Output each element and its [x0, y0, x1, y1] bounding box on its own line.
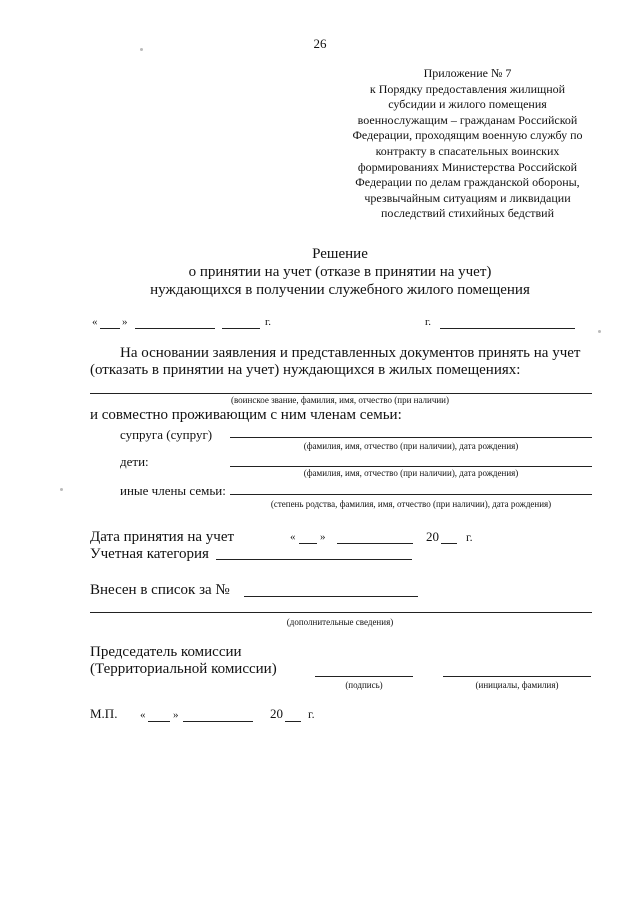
- appendix-line: Приложение № 7: [423, 66, 512, 80]
- appendix-line: субсидии и жилого помещения: [388, 97, 547, 112]
- appendix-line: Федерации по делам гражданской обороны,: [355, 175, 580, 190]
- family-intro: и совместно проживающим с ним членам семьи:: [90, 407, 402, 423]
- serviceman-caption: (воинское звание, фамилия, имя, отчество (при наличии): [231, 395, 449, 405]
- city-prefix: г.: [425, 316, 432, 328]
- initials-field[interactable]: [443, 676, 591, 677]
- stamp-label: М.П.: [90, 706, 118, 721]
- appendix-line: военнослужащим – гражданам Российской: [357, 112, 578, 127]
- appendix-line: последствий стихийных бедствий: [380, 206, 554, 221]
- document-title: [0, 245, 640, 299]
- other-members-caption: (степень родства, фамилия, имя, отчество (при наличии), дата рождения): [270, 499, 552, 509]
- acceptance-open-quote: «: [290, 531, 296, 543]
- acceptance-year-field[interactable]: [441, 543, 457, 544]
- spouse-caption: (фамилия, имя, отчество (при наличии), дата рождения): [303, 441, 519, 451]
- date-year-field[interactable]: [222, 328, 260, 329]
- signature-caption: (подпись): [345, 680, 383, 690]
- date-year-suffix: г.: [265, 316, 272, 328]
- stamp-year-prefix: 20: [270, 706, 283, 721]
- spouse-field[interactable]: [230, 437, 592, 438]
- acceptance-month-field[interactable]: [337, 543, 413, 544]
- category-label: Учетная категория: [90, 546, 209, 562]
- appendix-line: формированиях Министерства Российской: [357, 159, 578, 174]
- chair-line-1: Председатель комиссии: [90, 644, 242, 660]
- acceptance-year-suffix: г.: [466, 530, 473, 544]
- city-field[interactable]: [440, 328, 575, 329]
- acceptance-year-prefix: 20: [426, 529, 439, 544]
- appendix-line: к Порядку предоставления жилищной: [369, 81, 566, 96]
- list-number-label: Внесен в список за №: [90, 582, 230, 598]
- title-line: о принятии на учет (отказе в принятии на учет): [188, 264, 492, 280]
- category-field[interactable]: [216, 559, 412, 560]
- stamp-open-quote: «: [140, 709, 146, 721]
- appendix-line: Федерации, проходящим военную службу по: [352, 128, 583, 143]
- list-number-field[interactable]: [244, 596, 418, 597]
- spouse-label: супруга (супруг): [120, 427, 213, 442]
- additional-info-caption: (дополнительные сведения): [286, 617, 394, 627]
- children-field[interactable]: [230, 466, 592, 467]
- scan-speck: [60, 488, 63, 491]
- date-close-quote: »: [122, 316, 128, 328]
- scan-speck: [140, 48, 143, 51]
- appendix-line: чрезвычайным ситуациям и ликвидации: [364, 190, 571, 205]
- serviceman-field[interactable]: [90, 393, 592, 394]
- page-number: 26: [313, 36, 327, 51]
- stamp-year-suffix: г.: [308, 707, 315, 721]
- stamp-close-quote: »: [173, 709, 179, 721]
- intro-line-2: (отказать в принятии на учет) нуждающихся в жилых помещениях:: [90, 362, 521, 378]
- additional-info-field[interactable]: [90, 612, 592, 613]
- acceptance-date-label: Дата принятия на учет: [90, 529, 235, 545]
- stamp-month-field[interactable]: [183, 721, 253, 722]
- title-line: Решение: [312, 246, 368, 262]
- scan-speck: [598, 330, 601, 333]
- other-members-field[interactable]: [230, 494, 592, 495]
- chair-line-2: (Территориальной комиссии): [90, 661, 277, 677]
- appendix-header: [330, 66, 605, 222]
- initials-caption: (инициалы, фамилия): [475, 680, 559, 690]
- date-day-field[interactable]: [100, 328, 120, 329]
- title-line: нуждающихся в получении служебного жилого помещения: [150, 282, 530, 298]
- children-caption: (фамилия, имя, отчество (при наличии), дата рождения): [303, 468, 519, 478]
- acceptance-close-quote: »: [320, 531, 326, 543]
- stamp-day-field[interactable]: [148, 721, 170, 722]
- intro-line-1: На основании заявления и представленных документов принять на учет: [120, 345, 581, 361]
- children-label: дети:: [120, 454, 149, 469]
- signature-field[interactable]: [315, 676, 413, 677]
- stamp-year-field[interactable]: [285, 721, 301, 722]
- other-members-label: иные члены семьи:: [120, 483, 226, 498]
- appendix-line: контракту в спасательных воинских: [375, 143, 560, 158]
- acceptance-day-field[interactable]: [299, 543, 317, 544]
- date-month-field[interactable]: [135, 328, 215, 329]
- date-open-quote: «: [92, 316, 98, 328]
